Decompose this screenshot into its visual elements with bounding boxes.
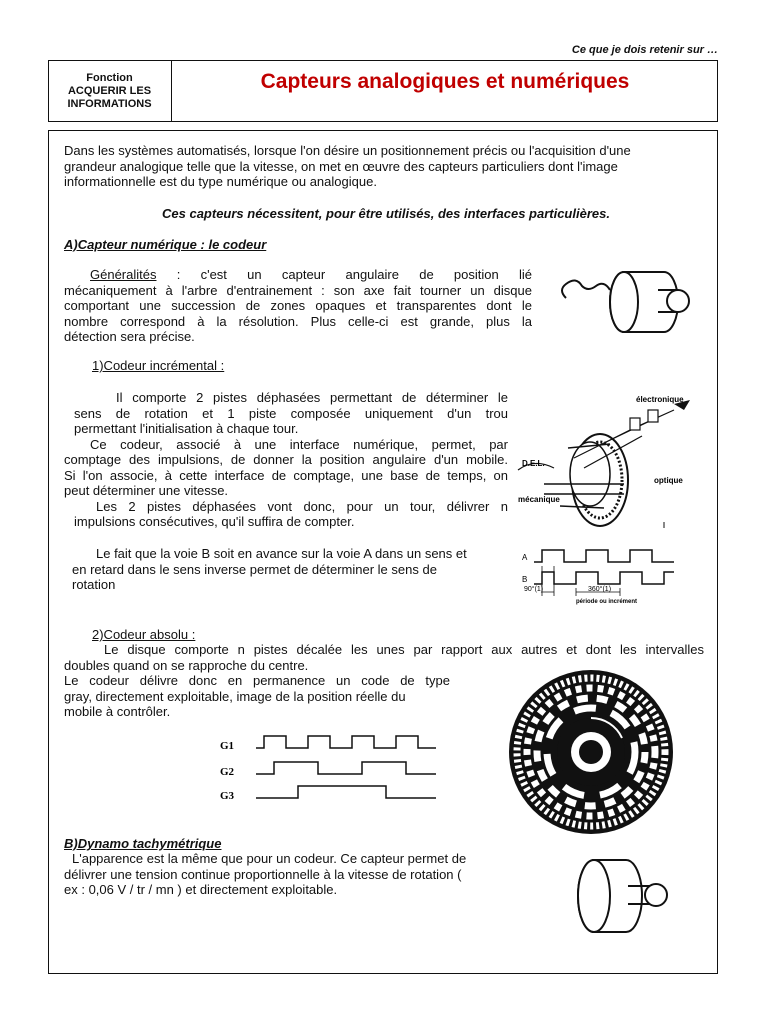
- timing-caption: période ou incrément: [576, 599, 638, 605]
- abs-line: Le codeur délivre donc en permanence un code de type: [64, 673, 450, 688]
- inc-line: impulsions consécutives, qu'il suffira de compter.: [74, 514, 355, 529]
- timing-phase: 90°(1): [524, 586, 544, 593]
- dynamo-line: délivrer une tension continue proportionnelle à la vitesse de rotation (: [64, 866, 462, 882]
- generalites-text: : c'est un capteur angulaire de position lié: [156, 267, 532, 282]
- inc-line: Les 2 pistes déphasées vont donc, pour un tour, délivrer n: [96, 498, 508, 514]
- timing-label-a: A: [522, 553, 528, 562]
- top-note: Ce que je dois retenir sur …: [571, 44, 718, 56]
- function-line: ACQUERIR LES: [67, 84, 152, 97]
- abs-line: mobile à contrôler.: [64, 704, 171, 719]
- incremental-heading: 1)Codeur incrémental :: [92, 358, 225, 373]
- function-box: [48, 60, 172, 122]
- gray-paragraph: [64, 673, 450, 720]
- inc-line: comptage des impulsions, de donner la position angulaire d'un mobile.: [64, 452, 508, 467]
- direction-paragraph: [72, 546, 512, 593]
- inc-line: Ce codeur, associé à une interface numérique, permet, par: [90, 436, 508, 452]
- label-mecanique: mécanique: [518, 495, 560, 504]
- generalites-paragraph: [64, 267, 532, 345]
- section-b-heading: B)Dynamo tachymétrique: [64, 836, 222, 851]
- intro-line: informationnelle est du type numérique ou analogique.: [64, 174, 377, 189]
- gray-label-g3: G3: [220, 790, 235, 802]
- label-del: D.E.L.: [522, 459, 545, 468]
- intro-line: Dans les systèmes automatisés, lorsque l'on désire un positionnement précis ou l'acquisition d'une: [64, 143, 631, 158]
- intro-emphasis: Ces capteurs nécessitent, pour être utilisés, des interfaces particulières.: [162, 206, 610, 221]
- dir-line: en retard dans le sens inverse permet de déterminer le sens de: [72, 561, 437, 577]
- intro-paragraph: [64, 143, 704, 190]
- section-b-paragraph: [64, 851, 484, 898]
- timing-period: 360°(1): [588, 586, 612, 593]
- dir-line: Le fait que la voie B soit en avance sur la voie A dans un sens et: [96, 546, 467, 561]
- label-electronique: électronique: [636, 395, 684, 404]
- dynamo-line: ex : 0,06 V / tr / mn ) et directement exploitable.: [64, 882, 338, 897]
- quadrature-timing-figure: [520, 540, 680, 608]
- function-line: Fonction: [86, 71, 133, 84]
- gray-label-g2: G2: [220, 766, 235, 778]
- encoder-body-figure: [552, 262, 702, 344]
- generalites-line: détection sera précise.: [64, 329, 195, 344]
- timing-label-b: B: [522, 575, 528, 584]
- page-title: Capteurs analogiques et numériques: [260, 70, 630, 93]
- dynamo-line: L'apparence est la même que pour un codeur. Ce capteur permet de: [72, 851, 467, 866]
- incremental-encoder-figure: [514, 388, 702, 534]
- generalites-label: Généralités: [90, 267, 157, 282]
- dir-line: rotation: [72, 577, 116, 592]
- gray-code-figure: [216, 730, 444, 802]
- incremental-paragraph: [64, 390, 508, 530]
- inc-line: peut déterminer une vitesse.: [64, 483, 229, 498]
- abs-line: doubles quand on se rapproche du centre.: [64, 657, 309, 673]
- inc-line: sens de rotation et 1 piste composée uniquement d'un trou: [74, 405, 508, 421]
- generalites-line: mécaniquement à l'arbre d'entrainement : son axe fait tourner un disque: [64, 282, 532, 298]
- abs-line: gray, directement exploitable, image de la position réelle du: [64, 688, 406, 704]
- section-a-heading: A)Capteur numérique : le codeur: [64, 237, 267, 252]
- inc-line: permettant l'initialisation à chaque tour.: [74, 421, 299, 436]
- gray-label-g1: G1: [220, 740, 235, 752]
- inc-line: Il comporte 2 pistes déphasées permettant de déterminer le: [116, 390, 508, 405]
- generalites-line: nombre correspond à la résolution. Plus celle-ci est grande, plus la: [64, 313, 532, 329]
- inc-line: Si l'on associe, à cette interface de comptage, une base de temps, on: [64, 467, 508, 483]
- abs-line: Le disque comporte n pistes décalée les unes par rapport aux autres et dont les intervalles: [104, 642, 704, 657]
- label-optique: optique: [654, 476, 683, 485]
- absolute-encoder-disk-figure: [476, 668, 706, 834]
- intro-line: grandeur analogique telle que la vitesse, on met en œuvre des capteurs particuliers dont l'image: [64, 158, 618, 174]
- generalites-line: comportant une succession de zones opaques et transparentes dont le: [64, 298, 532, 313]
- absolute-heading: 2)Codeur absolu :: [92, 627, 196, 642]
- dynamo-figure: [570, 852, 676, 938]
- function-line: INFORMATIONS: [67, 97, 152, 110]
